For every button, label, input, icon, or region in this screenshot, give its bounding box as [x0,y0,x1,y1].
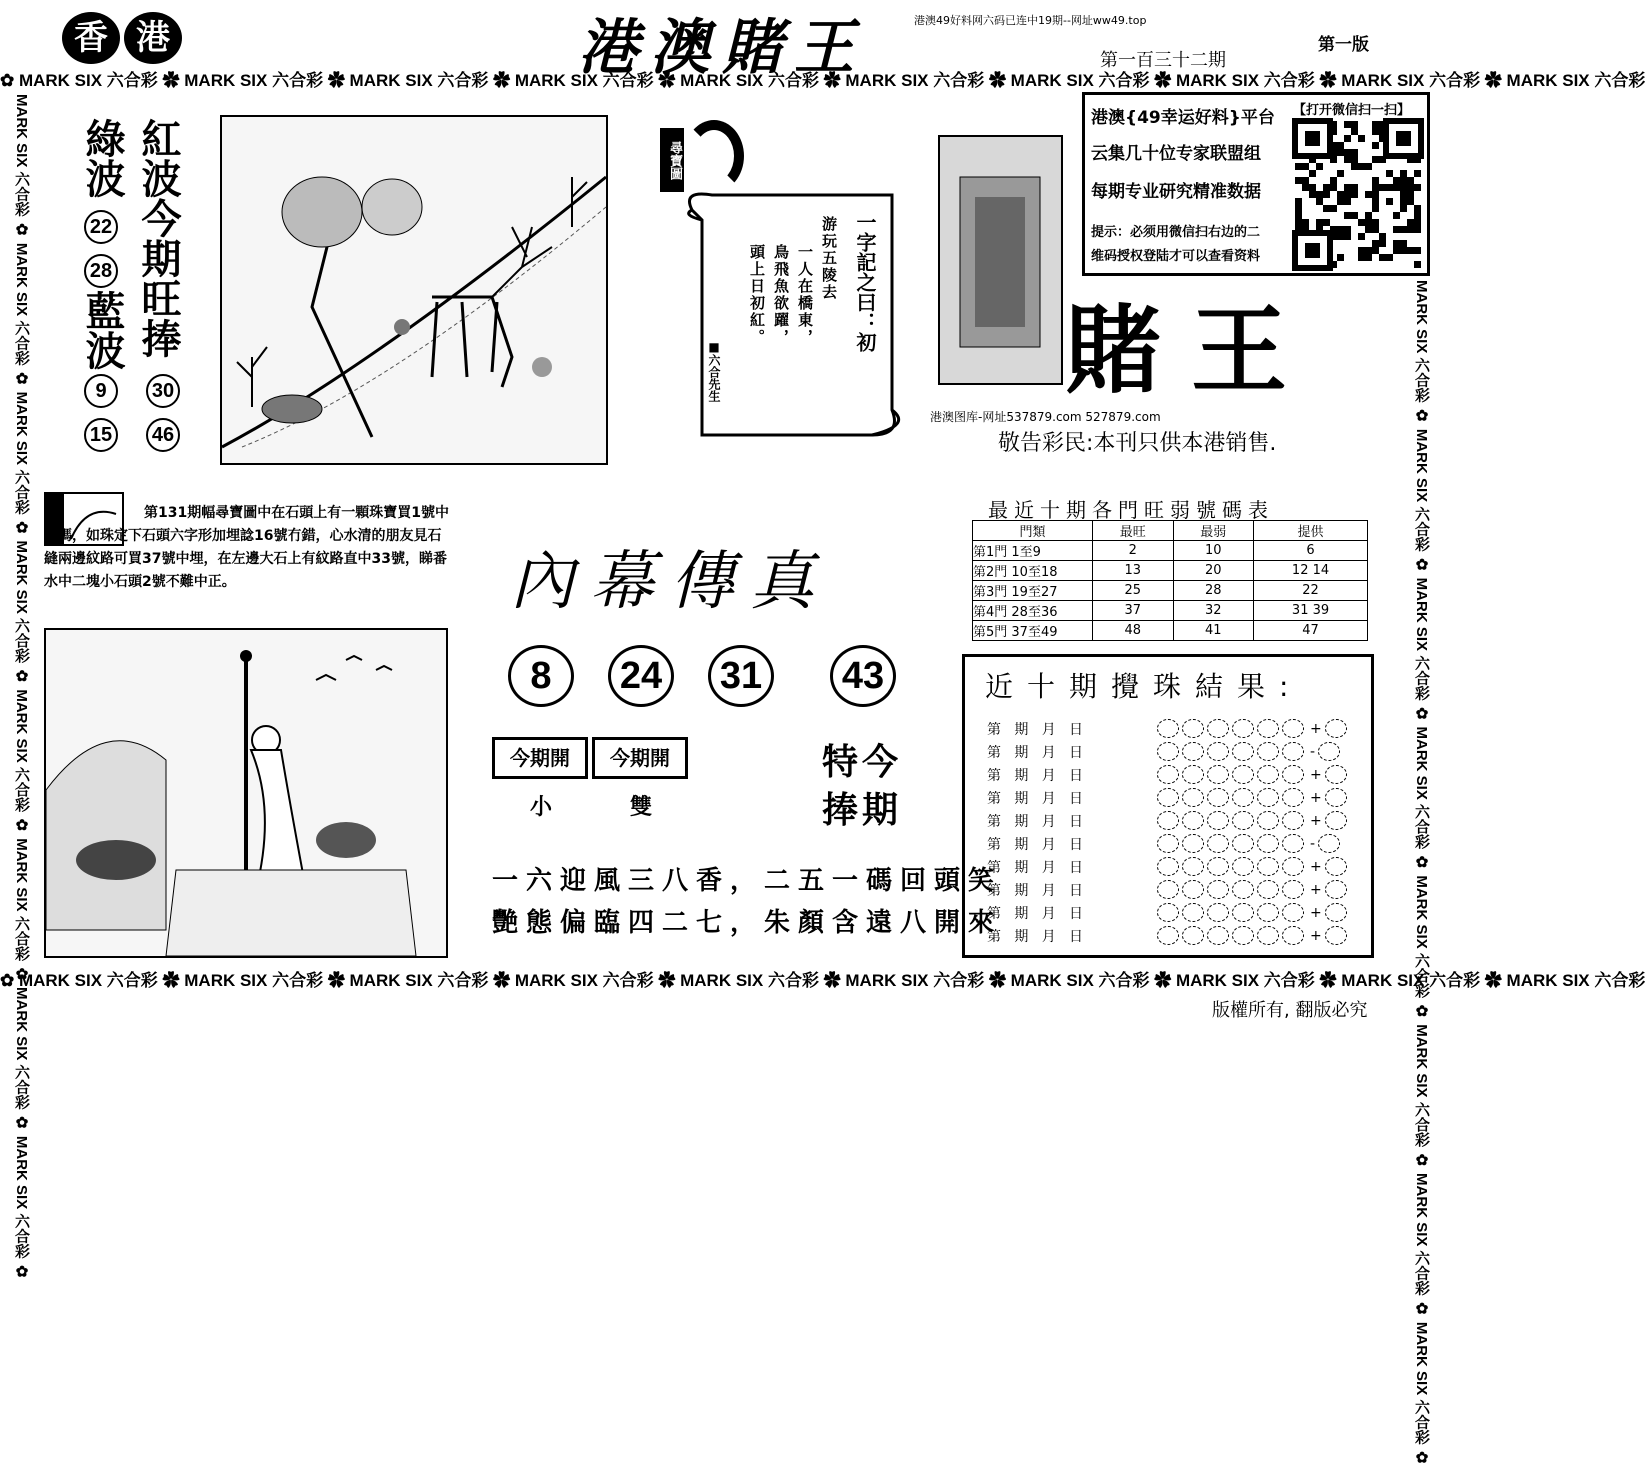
scan-label: 【打开微信扫一扫】 [1293,103,1411,118]
number-ball: 15 [84,418,118,452]
result-special-slot [1325,857,1347,876]
result-ball-slot [1157,788,1179,807]
open-label: 今期開 [492,737,588,779]
border-text: MARK SIX 六合彩 ✿ MARK SIX 六合彩 ✿ MARK SIX 六合彩 ✿ MARK SIX 六合彩 ✿ MARK SIX 六合彩 ✿ MARK SIX 六合彩 ✿ MARK SIX 六合彩 ✿ MARK SIX 六合彩 ✿ [1413,280,1430,1467]
table-cell: 32 [1173,601,1254,621]
number-ball: 46 [146,418,180,452]
result-special-slot [1325,719,1347,738]
border-text: ✿ MARK SIX 六合彩 ✿ MARK SIX 六合彩 ✿ MARK SIX 六合彩 ✿ MARK SIX 六合彩 ✿ MARK SIX 六合彩 ✿ MARK SIX 六合彩 ✿ MARK SIX 六合彩 ✿ MARK SIX 六合彩 ✿ MARK SIX 六合彩 ✿ MARK SIX 六合彩 [0,71,1645,90]
result-special-slot [1318,834,1340,853]
sales-notice: 敬告彩民:本刊只供本港销售. [998,431,1277,456]
result-ball-slot [1282,788,1304,807]
table-cell: 第3門 19至27 [973,581,1093,601]
result-ball-slot [1207,811,1229,830]
riddle-line: 一人在橋東， [796,244,814,346]
deer-turtle-drawing [222,117,606,463]
result-ball-slot [1207,742,1229,761]
result-ball-slot [1232,926,1254,945]
result-ball-slot [1257,880,1279,899]
result-special-slot [1318,742,1340,761]
article-text: 第131期幅尋寶圖中在石頭上有一顆珠寶買1號中特碼，如珠定下石頭六字形加埋諗16號冇錯，心水清的朋友見石縫兩邊紋路可買37號中埋，在左邊大石上有紋路直中33號，睇番水中二塊小石頭2號不難中正。 [44,505,449,590]
result-ball-slot [1257,811,1279,830]
gambler-king-logo: 賭王 [1065,294,1317,407]
result-ball-slot [1232,811,1254,830]
table-row [973,621,1368,641]
result-special-slot [1325,788,1347,807]
result-ball-slot [1232,788,1254,807]
riddle-line: 一字記之曰：初 [853,212,877,352]
poem-line: 艷態偏臨四二七，朱顏含遠八開來 [492,908,1003,938]
result-sign: + [1310,927,1322,944]
result-row [987,832,1373,855]
result-row-label: 第 期 月 日 [987,836,1084,853]
result-ball-slot [1182,834,1204,853]
result-row [987,901,1373,924]
result-row-label: 第 期 月 日 [987,859,1084,876]
table-cell: 25 [1093,581,1174,601]
table-row [973,581,1368,601]
result-ball-slot [1157,742,1179,761]
table-header: 門類 [973,521,1093,541]
goddess-illustration [44,628,448,958]
table-cell: 28 [1173,581,1254,601]
left-border-strip [6,94,32,1281]
result-row [987,786,1373,809]
riddle-line: 頭上日初紅。 [748,244,766,346]
result-sign: + [1310,766,1322,783]
result-ball-slot [1232,742,1254,761]
issue-number: 第一百三十二期 [1100,50,1226,71]
main-title: 港澳賭王 [578,13,866,83]
promo-hint: 维码授权登陆才可以查看资料 [1091,249,1261,264]
result-row [987,717,1373,740]
table-cell: 31 39 [1254,601,1368,621]
number-ball: 28 [84,254,118,288]
result-ball-slot [1182,926,1204,945]
table-header: 提供 [1254,521,1368,541]
treasure-map-badge [660,116,750,196]
border-text: ✿ MARK SIX 六合彩 ✿ MARK SIX 六合彩 ✿ MARK SIX 六合彩 ✿ MARK SIX 六合彩 ✿ MARK SIX 六合彩 ✿ MARK SIX 六合彩 ✿ MARK SIX 六合彩 ✿ MARK SIX 六合彩 ✿ MARK SIX 六合彩 ✿ MARK SIX 六合彩 [0,971,1645,990]
result-ball-slot [1157,880,1179,899]
pick-number: 8 [508,645,574,707]
result-ball-slot [1257,788,1279,807]
result-ball-slot [1207,857,1229,876]
table-header: 最旺 [1093,521,1174,541]
table-cell: 第2門 10至18 [973,561,1093,581]
result-row-label: 第 期 月 日 [987,744,1084,761]
open-label: 今期開 [592,737,688,779]
treasure-map-illustration [220,115,608,465]
result-ball-slot [1207,880,1229,899]
qr-code-icon[interactable] [1295,121,1425,269]
pick-number: 24 [608,645,674,707]
table-cell: 第4門 28至36 [973,601,1093,621]
right-border-strip [1406,280,1432,1467]
copyright: 版權所有, 翻版必究 [1212,1000,1368,1021]
result-row-label: 第 期 月 日 [987,882,1084,899]
table-row [973,541,1368,561]
promo-line: 港澳{49幸运好料}平台 [1091,108,1275,128]
badge-char: 香 [62,12,120,64]
result-ball-slot [1282,834,1304,853]
blue-wave-heading: 藍波 [79,290,126,370]
qr-promo-box [1082,92,1430,276]
result-ball-slot [1282,903,1304,922]
result-ball-slot [1232,719,1254,738]
hot-cold-table [972,520,1368,641]
result-special-slot [1325,880,1347,899]
number-ball: 9 [84,374,118,408]
result-ball-slot [1282,742,1304,761]
result-row-label: 第 期 月 日 [987,790,1084,807]
result-row [987,878,1373,901]
table-cell: 第1門 1至9 [973,541,1093,561]
result-row-label: 第 期 月 日 [987,905,1084,922]
result-ball-slot [1207,903,1229,922]
result-ball-slot [1257,903,1279,922]
result-ball-slot [1282,719,1304,738]
result-ball-slot [1257,742,1279,761]
result-sign: + [1310,858,1322,875]
result-sign: - [1310,743,1316,760]
riddle-line: 鳥飛魚欲躍， [772,244,790,346]
table-cell: 13 [1093,561,1174,581]
result-row-label: 第 期 月 日 [987,767,1084,784]
number-ball: 22 [84,210,118,244]
result-ball-slot [1207,719,1229,738]
hot-table-title: 最近十期各門旺弱號碼表 [988,498,1274,522]
edition-label: 第一版 [1318,35,1369,55]
table-cell: 41 [1173,621,1254,641]
table-cell: 20 [1173,561,1254,581]
result-ball-slot [1282,811,1304,830]
result-ball-slot [1157,903,1179,922]
bottom-border-strip [0,968,1645,994]
result-ball-slot [1157,926,1179,945]
riddle-scroll [662,190,912,440]
result-ball-slot [1232,880,1254,899]
result-ball-slot [1182,903,1204,922]
top-border-strip [0,68,1645,94]
table-row [973,561,1368,581]
table-cell: 22 [1254,581,1368,601]
result-sign: + [1310,789,1322,806]
pick-number: 31 [708,645,774,707]
table-cell: 6 [1254,541,1368,561]
result-ball-slot [1157,857,1179,876]
inside-info-title: 內幕傳真 [510,545,830,619]
parity-value: 雙 [630,795,653,820]
result-row [987,763,1373,786]
result-ball-slot [1182,811,1204,830]
table-header: 最弱 [1173,521,1254,541]
result-ball-slot [1207,834,1229,853]
riddle-line: 游玩五陵去 [820,216,838,301]
table-cell: 10 [1173,541,1254,561]
table-cell: 第5門 37至49 [973,621,1093,641]
result-ball-slot [1257,926,1279,945]
border-text: MARK SIX 六合彩 ✿ MARK SIX 六合彩 ✿ MARK SIX 六合彩 ✿ MARK SIX 六合彩 ✿ MARK SIX 六合彩 ✿ MARK SIX 六合彩 ✿ MARK SIX 六合彩 ✿ MARK SIX 六合彩 ✿ [13,94,30,1281]
result-ball-slot [1157,719,1179,738]
result-row-label: 第 期 月 日 [987,928,1084,945]
result-row-label: 第 期 月 日 [987,813,1084,830]
table-row [973,601,1368,621]
result-ball-slot [1182,719,1204,738]
result-ball-slot [1182,788,1204,807]
table-cell: 12 14 [1254,561,1368,581]
promo-line: 云集几十位专家联盟组 [1091,144,1261,164]
result-sign: + [1310,904,1322,921]
result-row [987,924,1373,947]
result-ball-slot [1207,788,1229,807]
table-cell: 2 [1093,541,1174,561]
poem-line: 一六迎風三八香，二五一碼回頭笑 [492,866,1003,896]
special-pick-label: 捧期 [822,790,903,831]
result-ball-slot [1182,857,1204,876]
green-wave-heading: 綠波 [79,118,126,198]
result-ball-slot [1282,926,1304,945]
size-value: 小 [530,795,553,820]
badge-label: 尋寶圖 [660,128,684,192]
card-graphic [938,135,1063,385]
result-ball-slot [1232,857,1254,876]
result-ball-slot [1182,765,1204,784]
result-row [987,740,1373,763]
result-ball-slot [1182,742,1204,761]
result-ball-slot [1207,926,1229,945]
red-wave-heading: 紅波今期旺捧 [135,118,182,358]
result-row-label: 第 期 月 日 [987,721,1084,738]
result-ball-slot [1282,857,1304,876]
result-ball-slot [1232,903,1254,922]
result-sign: + [1310,812,1322,829]
result-ball-slot [1157,834,1179,853]
result-ball-slot [1182,880,1204,899]
result-special-slot [1325,765,1347,784]
pick-number: 43 [830,645,896,707]
results-title: 近十期攪珠結果: [985,670,1303,703]
promo-line: 每期专业研究精准数据 [1091,182,1261,202]
result-ball-slot [1257,857,1279,876]
result-special-slot [1325,903,1347,922]
result-row [987,809,1373,832]
result-ball-slot [1282,880,1304,899]
hk-badge [62,12,186,64]
result-ball-slot [1157,811,1179,830]
result-ball-slot [1257,719,1279,738]
number-ball: 30 [146,374,180,408]
special-pick-label: 特今 [822,742,903,783]
site-url: 港澳图库-网址537879.com 527879.com [930,410,1161,424]
result-ball-slot [1282,765,1304,784]
results-list [987,717,1373,947]
result-ball-slot [1232,834,1254,853]
result-sign: - [1310,835,1316,852]
table-cell: 48 [1093,621,1174,641]
results-box [962,654,1374,958]
result-ball-slot [1257,765,1279,784]
table-cell: 37 [1093,601,1174,621]
promo-hint: 提示：必须用微信扫右边的二 [1091,225,1261,240]
result-ball-slot [1257,834,1279,853]
table-cell: 47 [1254,621,1368,641]
result-sign: + [1310,720,1322,737]
result-sign: + [1310,881,1322,898]
result-special-slot [1325,811,1347,830]
result-ball-slot [1232,765,1254,784]
riddle-author: ■六合先生 [707,340,721,402]
result-row [987,855,1373,878]
badge-char: 港 [124,12,182,64]
result-ball-slot [1157,765,1179,784]
top-note: 港澳49好料网六码已连中19期--网址ww49.top [914,14,1147,27]
result-ball-slot [1207,765,1229,784]
result-special-slot [1325,926,1347,945]
